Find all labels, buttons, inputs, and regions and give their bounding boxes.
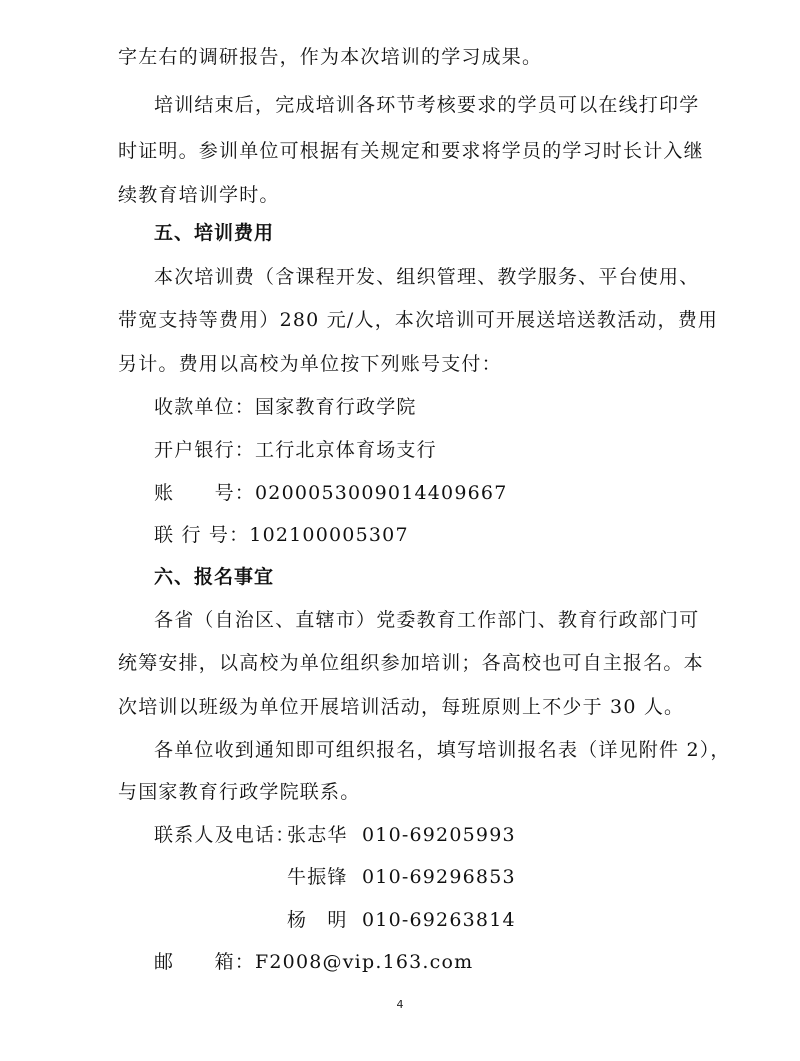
registration-paragraph-1-line-3: 次培训以班级为单位开展培训活动，每班原则上不少于 30 人。 xyxy=(118,696,685,718)
registration-paragraph-1-line-2: 统筹安排，以高校为单位组织参加培训；各高校也可自主报名。本 xyxy=(118,652,704,674)
contact-phone-2: 010-69296853 xyxy=(362,866,516,888)
account-value: 0200053009014409667 xyxy=(255,482,508,504)
certificate-paragraph-line-3: 续教育培训学时。 xyxy=(118,184,280,206)
email-value: F2008@vip.163.com xyxy=(255,951,474,973)
routing-label: 联 行 号： xyxy=(154,524,250,546)
payee-line: 收款单位：国家教育行政学院 xyxy=(154,396,417,418)
paragraph-continued-line: 字左右的调研报告，作为本次培训的学习成果。 xyxy=(118,46,543,68)
contact-label: 联系人及电话： xyxy=(154,824,296,846)
fees-paragraph-line-2: 带宽支持等费用）280 元/人，本次培训可开展送培送教活动，费用 xyxy=(118,309,719,331)
account-line xyxy=(154,480,508,506)
contact-name-3: 杨 明 xyxy=(287,909,348,931)
registration-paragraph-2-line-1: 各单位收到通知即可组织报名，填写培训报名表（详见附件 2）， xyxy=(154,739,731,761)
section-heading-registration: 六、报名事宜 xyxy=(154,566,275,588)
contact-name-2: 牛振锋 xyxy=(287,866,348,888)
account-label: 账 号： xyxy=(154,482,256,504)
section-heading-fees: 五、培训费用 xyxy=(154,222,275,244)
registration-paragraph-1-line-1: 各省（自治区、直辖市）党委教育工作部门、教育行政部门可 xyxy=(154,609,700,631)
fees-paragraph-line-1: 本次培训费（含课程开发、组织管理、教学服务、平台使用、 xyxy=(154,266,700,288)
contact-name-1: 张志华 xyxy=(287,824,348,846)
certificate-paragraph-line-1: 培训结束后，完成培训各环节考核要求的学员可以在线打印学 xyxy=(154,94,700,116)
email-label: 邮 箱： xyxy=(154,951,256,973)
bank-line: 开户银行：工行北京体育场支行 xyxy=(154,439,437,461)
certificate-paragraph-line-2: 时证明。参训单位可根据有关规定和要求将学员的学习时长计入继 xyxy=(118,140,704,162)
registration-paragraph-2-line-2: 与国家教育行政学院联系。 xyxy=(118,781,361,803)
page-number: 4 xyxy=(396,998,404,1011)
routing-line xyxy=(154,522,409,548)
routing-value: 102100005307 xyxy=(249,524,409,546)
email-line xyxy=(154,949,473,975)
contact-phone-1: 010-69205993 xyxy=(362,824,516,846)
fees-paragraph-line-3: 另计。费用以高校为单位按下列账号支付： xyxy=(118,353,502,375)
contact-phone-3: 010-69263814 xyxy=(362,909,516,931)
